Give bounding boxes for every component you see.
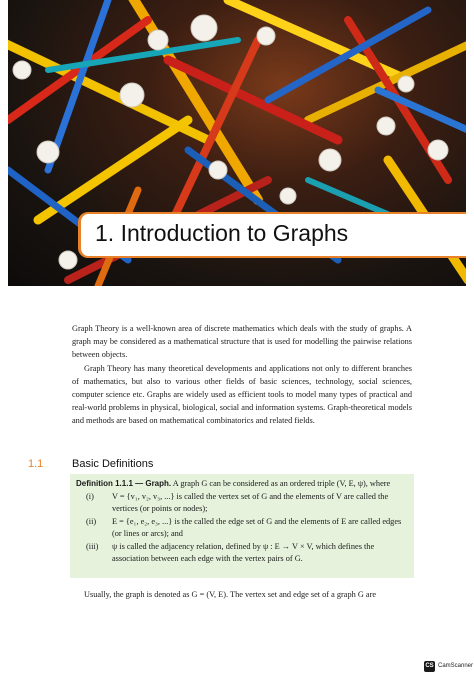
intro-paragraph-1: Graph Theory is a well-known area of discrete mathematics which deals with the study of graphs. A graph may be considered as a mathematical structure that is used for modelling the pairwise relations between objects. [72, 324, 412, 359]
chapter-title: 1. Introduction to Graphs [95, 220, 349, 246]
definition-item-marker: (i) [86, 491, 94, 501]
definition-item [76, 516, 408, 541]
intro-paragraph-2: Graph Theory has many theoretical developments and applications not only to different branches of mathematics, but also to various other fields of basic sciences, technology, social sciences, computer science etc. Graphs are widely used as efficient tools to model many types of practical and real-world problems in physical, biological, social and information systems. Graph-theoretical models and methods are based on mathematical combinatorics and related fields. [72, 364, 412, 425]
definition-item-marker: (iii) [86, 541, 99, 551]
camscanner-label: CamScanner [438, 663, 474, 669]
closing-paragraph: Usually, the graph is denoted as G = (V, E). The vertex set and edge set of a graph G are [84, 590, 377, 599]
definition-item [76, 491, 408, 516]
camscanner-logo-icon: CS [424, 661, 435, 672]
definition-intro [76, 478, 408, 491]
scanner-watermark [424, 660, 473, 672]
chapter-title-box [78, 212, 466, 258]
definition-item-text: ψ is called the adjacency relation, defined by ψ : E → V × V, which defines the association between each edge with the vertex pairs of G. [112, 541, 375, 563]
section-number: 1.1 [28, 458, 44, 470]
section-heading [28, 458, 153, 470]
definition-box [70, 474, 414, 578]
definition-item-text: V = {v₁, v₂, v₃, ...} is called the vertex set of G and the elements of V are called the vertices (or points or nodes); [112, 491, 389, 513]
definition-intro-text: A graph G can be considered as an ordered triple (V, E, ψ), where [172, 479, 391, 488]
definition-item [76, 541, 408, 566]
definition-label: Definition 1.1.1 — Graph. [76, 479, 172, 488]
definition-item-text: E = {e₁, e₂, e₃, ...} is the called the edge set of G and the elements of E are called edges (or lines or arcs); and [112, 516, 402, 538]
section-title: Basic Definitions [72, 458, 154, 470]
definition-item-marker: (ii) [86, 516, 97, 526]
chapter-banner-image [8, 0, 466, 286]
